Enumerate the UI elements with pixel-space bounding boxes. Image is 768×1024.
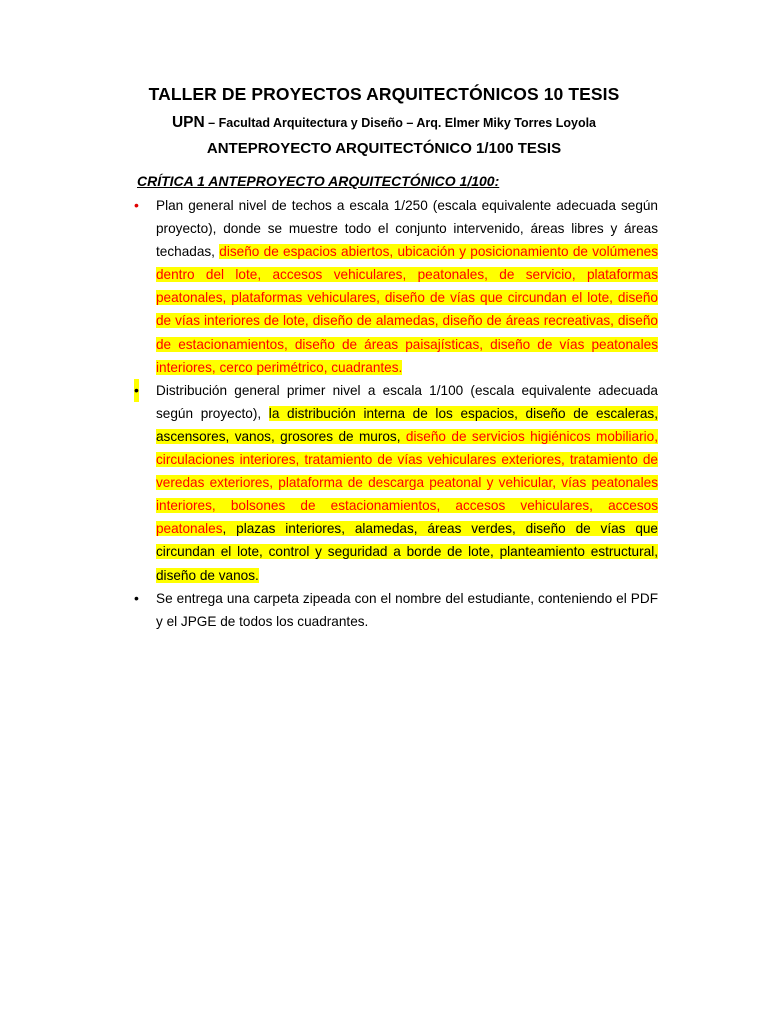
item-text: Plan general nivel de techos a escala 1/250 (escala equivalente adecuada según proyecto), donde se muestre todo el conjunto intervenido, áreas libres y áreas techadas, — [156, 198, 658, 260]
section-heading: CRÍTICA 1 ANTEPROYECTO ARQUITECTÓNICO 1/100: — [137, 173, 500, 189]
bullet-icon: • — [134, 379, 139, 402]
faculty-text: – Facultad Arquitectura y Diseño – Arq. Elmer Miky Torres Loyola — [204, 116, 597, 130]
item-text: Distribución general primer nivel a escala 1/100 (escala equivalente adecuada según proyecto), — [156, 382, 658, 421]
upn-label: UPN — [171, 114, 205, 131]
document-subtitle: ANTEPROYECTO ARQUITECTÓNICO 1/100 TESIS — [206, 140, 562, 157]
highlighted-text: la distribución interna de los espacios, diseño de escaleras, ascensores, vanos, grosores de muros, — [156, 405, 658, 444]
bullet-icon: • — [134, 589, 139, 606]
list-item — [134, 194, 658, 379]
list-item — [134, 587, 658, 633]
list-item — [134, 379, 658, 587]
highlighted-text: diseño de servicios higiénicos mobiliario, circulaciones interiores, tratamiento de vías vehiculares exteriores, tratamiento de veredas exteriores, plataforma de descarga peatonal y vehicular, vías peatonales interiores, bolsones de estacionamientos, accesos vehiculares, accesos peatonales — [156, 428, 658, 537]
faculty-line — [0, 114, 768, 132]
bullet-icon: • — [134, 197, 139, 213]
highlighted-text: , plazas interiores, alamedas, áreas verdes, diseño de vías que circundan el lote, control y seguridad a borde de lote, planteamiento estructural, diseño de vanos. — [156, 521, 658, 583]
item-text: Se entrega una carpeta zipeada con el nombre del estudiante, conteniendo el PDF y el JPGE de todos los cuadrantes. — [156, 590, 658, 629]
document-title: TALLER DE PROYECTOS ARQUITECTÓNICOS 10 TESIS — [148, 84, 620, 104]
highlighted-text: diseño de espacios abiertos, ubicación y posicionamiento de volúmenes dentro del lote, accesos vehiculares, peatonales, de servicio, plataformas peatonales, plataformas vehiculares, diseño de vías que circundan el lote, diseño de vías interiores de lote, diseño de alamedas, diseño de áreas recreativas, diseño de estacionamientos, diseño de áreas paisajísticas, diseño de vías peatonales interiores, cerco perimétrico, cuadrantes. — [156, 244, 658, 375]
requirements-list — [134, 194, 658, 633]
